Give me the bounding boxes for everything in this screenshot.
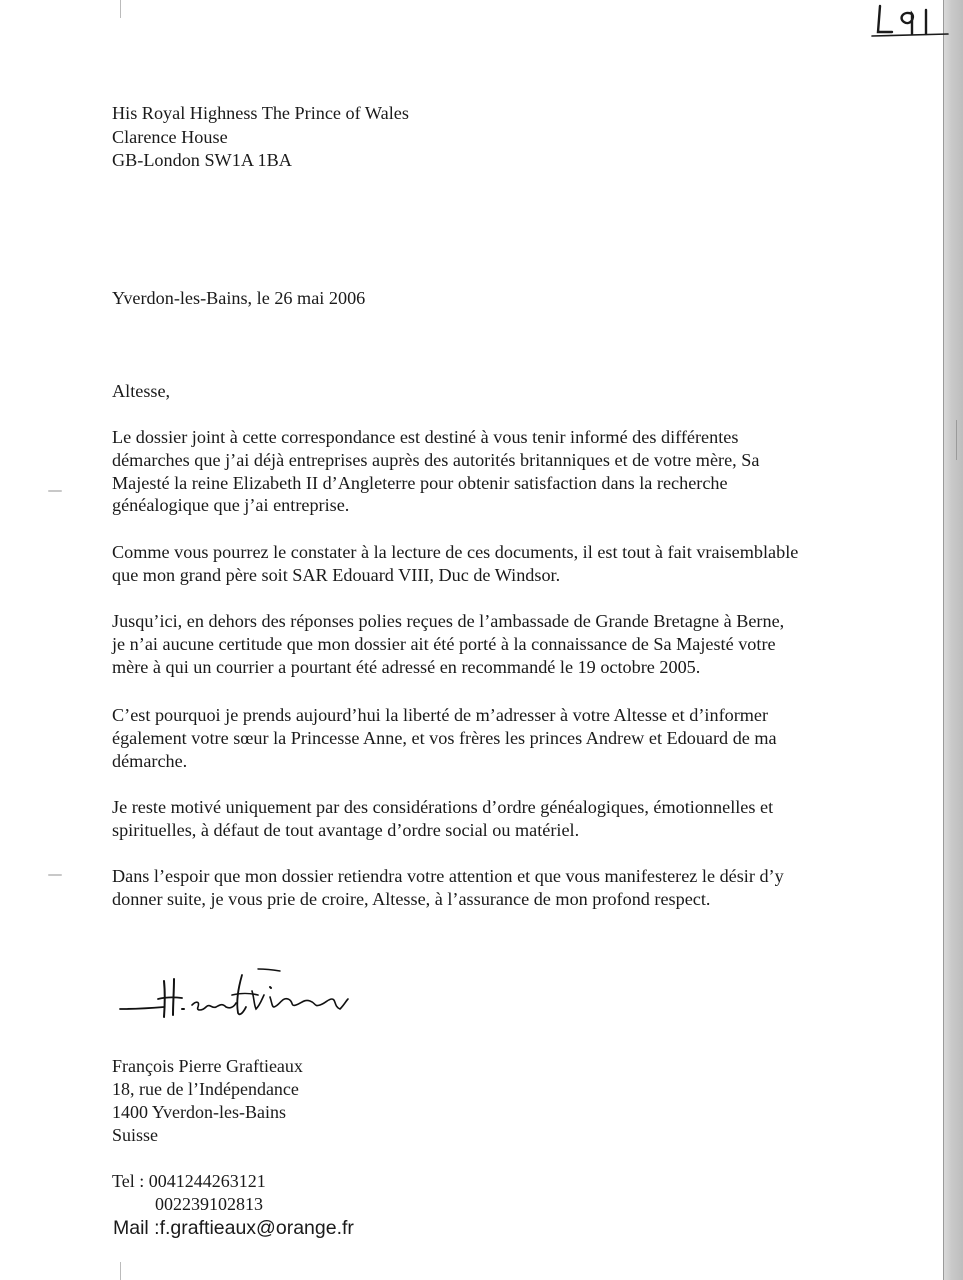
telephone-1: Tel : 0041244263121 — [112, 1171, 266, 1191]
recipient-line-1: His Royal Highness The Prince of Wales — [112, 103, 409, 123]
body-line: spirituelles, à défaut de tout avantage d’ordre social ou matériel. — [112, 819, 580, 840]
scanned-page-edge — [944, 0, 963, 1280]
body-line: Majesté la reine Elizabeth II d’Angleterre pour obtenir satisfaction dans la recherche — [112, 472, 728, 493]
body-line: mère à qui un courrier a pourtant été adressé en recommandé le 19 octobre 2005. — [112, 656, 701, 677]
body-line: Dans l’espoir que mon dossier retiendra votre attention et que vous manifesterez le désir d’y — [112, 866, 784, 886]
punch-mark — [48, 490, 62, 492]
body-paragraph-1 — [112, 426, 882, 517]
sender-name: François Pierre Graftieaux — [112, 1056, 303, 1076]
body-line: Le dossier joint à cette correspondance est destiné à vous tenir informé des différentes — [112, 427, 739, 447]
body-paragraph-3 — [112, 610, 882, 678]
body-line: je n’ai aucune certitude que mon dossier ait été porté à la connaissance de Sa Majesté votre — [112, 633, 776, 654]
sender-city: 1400 Yverdon-les-Bains — [112, 1102, 286, 1122]
body-line: Je reste motivé uniquement par des considérations d’ordre généalogiques, émotionnelles et — [112, 797, 774, 817]
email-address: Mail :f.graftieaux@orange.fr — [113, 1217, 354, 1239]
body-line: démarche. — [112, 750, 188, 771]
punch-mark — [48, 874, 62, 876]
place-date: Yverdon-les-Bains, le 26 mai 2006 — [112, 288, 366, 308]
body-paragraph-4 — [112, 704, 882, 772]
handwritten-signature — [118, 965, 350, 1025]
sender-country: Suisse — [112, 1125, 159, 1145]
body-line: démarches que j’ai déjà entreprises auprès des autorités britanniques et de votre mère, Sa — [112, 449, 760, 470]
body-line: que mon grand père soit SAR Edouard VIII, Duc de Windsor. — [112, 564, 561, 585]
body-line: Comme vous pourrez le constater à la lecture de ces documents, il est tout à fait vraisemblable — [112, 542, 799, 562]
handwritten-page-number — [868, 2, 954, 38]
telephone-2: 002239102813 — [155, 1194, 263, 1214]
recipient-line-2: Clarence House — [112, 127, 228, 147]
body-paragraph-6 — [112, 865, 882, 911]
body-paragraph-2 — [112, 541, 882, 587]
salutation: Altesse, — [112, 381, 171, 401]
body-line: Jusqu’ici, en dehors des réponses polies reçues de l’ambassade de Grande Bretagne à Berne, — [112, 611, 785, 631]
scan-mark — [120, 0, 121, 18]
sender-street: 18, rue de l’Indépendance — [112, 1079, 299, 1099]
body-line: généalogique que j’ai entreprise. — [112, 495, 350, 516]
scan-mark — [956, 420, 957, 460]
body-paragraph-5 — [112, 796, 882, 842]
recipient-line-3: GB-London SW1A 1BA — [112, 150, 292, 170]
body-line: également votre sœur la Princesse Anne, et vos frères les princes Andrew et Edouard de ma — [112, 727, 777, 748]
body-line: C’est pourquoi je prends aujourd’hui la liberté de m’adresser à votre Altesse et d’informer — [112, 705, 769, 725]
scan-mark — [120, 1262, 121, 1280]
page-edge-line — [943, 0, 944, 1280]
body-line: donner suite, je vous prie de croire, Altesse, à l’assurance de mon profond respect. — [112, 888, 711, 909]
